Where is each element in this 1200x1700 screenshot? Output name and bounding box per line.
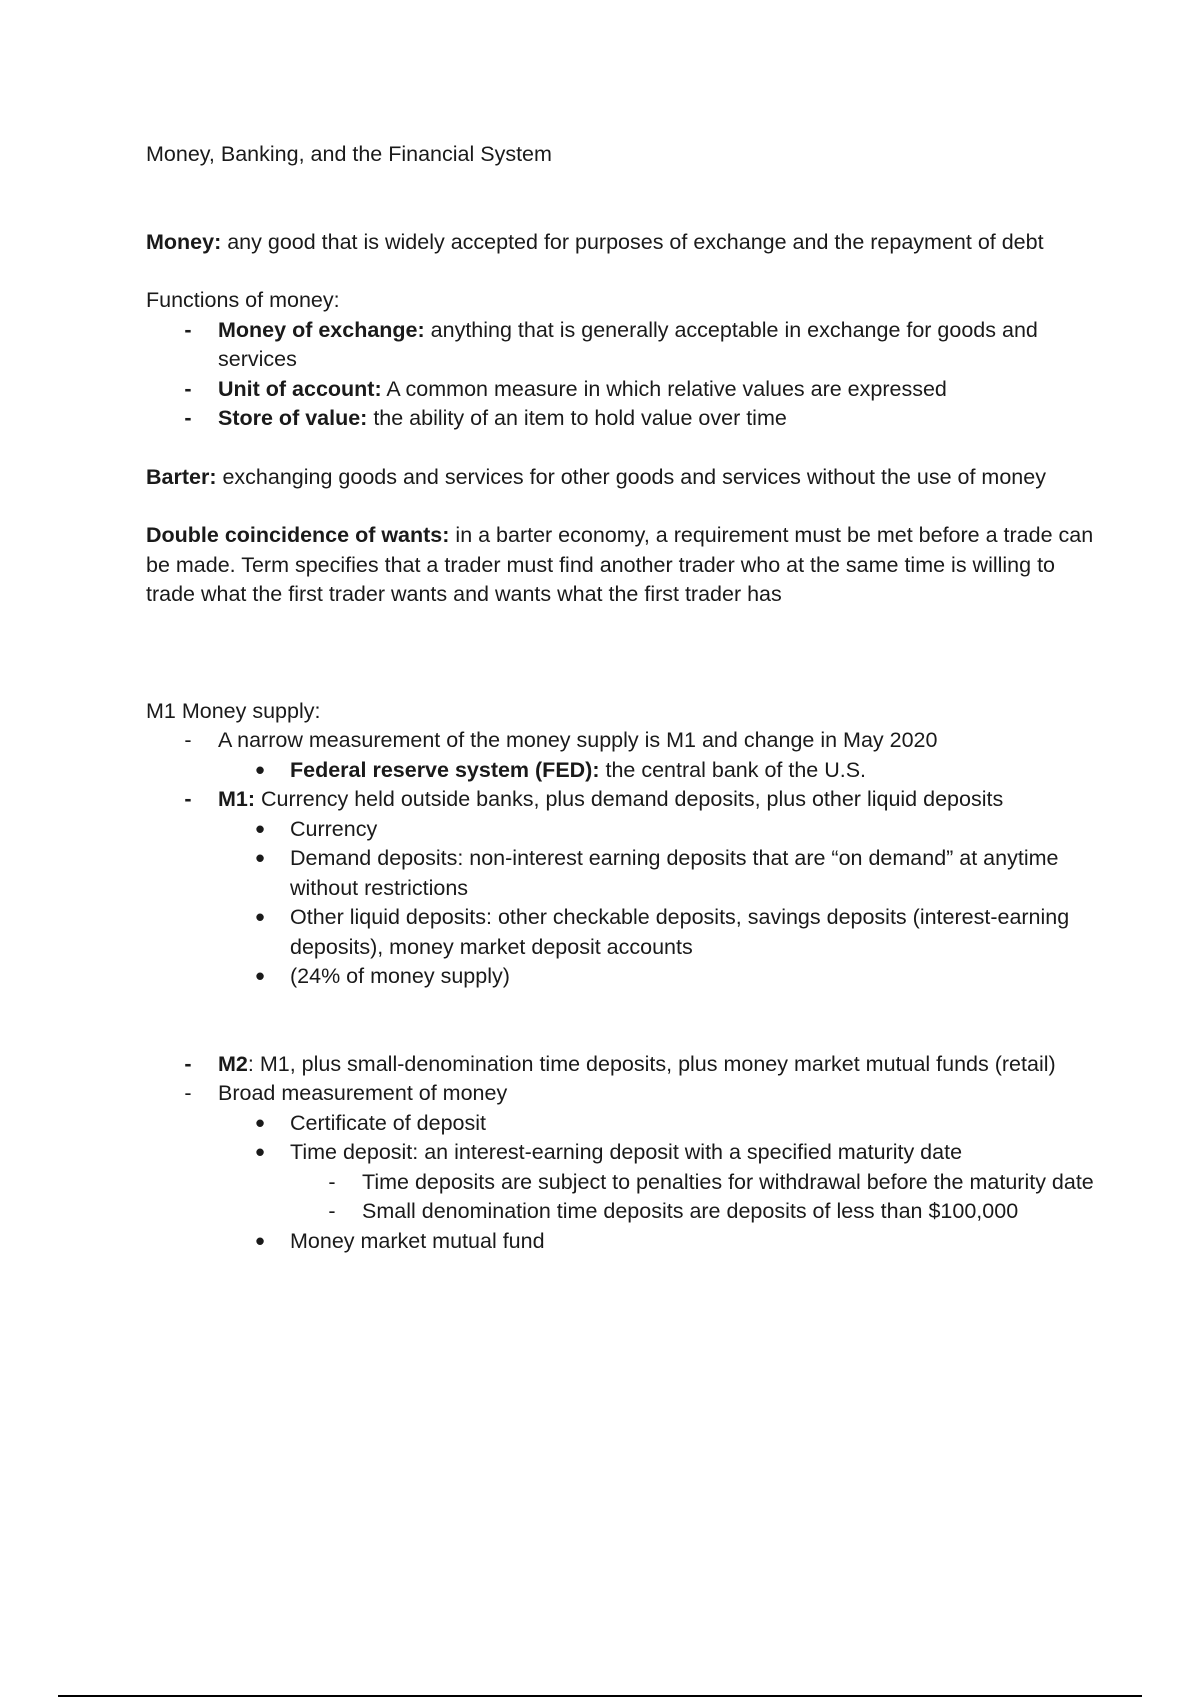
list-item: • Time deposit: an interest-earning deposit with a specified maturity date bbox=[146, 1138, 1096, 1168]
dash-marker bbox=[322, 1168, 342, 1198]
list-item: - Small denomination time deposits are deposits of less than $100,000 bbox=[146, 1197, 1096, 1227]
list-item: • Demand deposits: non-interest earning deposits that are “on demand” at anytime without restrictions bbox=[146, 844, 1096, 903]
dash-marker bbox=[178, 375, 198, 405]
m1-heading: M1 Money supply: bbox=[146, 698, 321, 723]
list-item: • Other liquid deposits: other checkable deposits, savings deposits (interest-earning deposits), money market deposit accounts bbox=[146, 903, 1096, 962]
bullet-marker bbox=[250, 844, 270, 876]
list-item: - Money of exchange: anything that is generally acceptable in exchange for goods and services bbox=[146, 316, 1096, 375]
money-term: Money: bbox=[146, 229, 222, 254]
money-def: any good that is widely accepted for purposes of exchange and the repayment of debt bbox=[221, 229, 1044, 254]
bullet-marker bbox=[250, 756, 270, 788]
page-bottom-rule bbox=[58, 1695, 1142, 1697]
list-item: • Money market mutual fund bbox=[146, 1227, 1096, 1257]
bullet-marker bbox=[250, 1138, 270, 1170]
list-item: - Time deposits are subject to penalties for withdrawal before the maturity date bbox=[146, 1168, 1096, 1198]
functions-list bbox=[146, 316, 1096, 434]
m1-list bbox=[146, 726, 1096, 992]
dash-marker bbox=[178, 404, 198, 434]
m2-list bbox=[146, 1050, 1096, 1257]
list-item: - A narrow measurement of the money supply is M1 and change in May 2020 bbox=[146, 726, 1096, 756]
dash-marker bbox=[178, 726, 198, 756]
dash-marker bbox=[322, 1197, 342, 1227]
list-item: - M2: M1, plus small-denomination time deposits, plus money market mutual funds (retail) bbox=[146, 1050, 1096, 1080]
bullet-marker bbox=[250, 815, 270, 847]
dash-marker bbox=[178, 1079, 198, 1109]
money-definition bbox=[146, 228, 1096, 258]
list-item: • (24% of money supply) bbox=[146, 962, 1096, 992]
list-item: - Store of value: the ability of an item to hold value over time bbox=[146, 404, 1096, 434]
list-item: - M1: Currency held outside banks, plus demand deposits, plus other liquid deposits bbox=[146, 785, 1096, 815]
bullet-marker bbox=[250, 1227, 270, 1259]
double-coincidence-definition: Double coincidence of wants: in a barter economy, a requirement must be met before a trade can be made. Term specifies that a trader must find another trader who at the same time is willing to trade what the first trader wants and wants what the first trader has bbox=[146, 523, 1094, 606]
list-item: • Certificate of deposit bbox=[146, 1109, 1096, 1139]
bullet-marker bbox=[250, 962, 270, 994]
dash-marker bbox=[178, 785, 198, 815]
bullet-marker bbox=[250, 903, 270, 935]
document-body bbox=[146, 140, 1096, 1256]
document-title: Money, Banking, and the Financial System bbox=[146, 142, 552, 166]
bullet-marker bbox=[250, 1109, 270, 1141]
list-item: • Federal reserve system (FED): the central bank of the U.S. bbox=[146, 756, 1096, 786]
barter-definition: Barter: exchanging goods and services for other goods and services without the use of money bbox=[146, 464, 1046, 489]
list-item: - Unit of account: A common measure in which relative values are expressed bbox=[146, 375, 1096, 405]
functions-heading: Functions of money: bbox=[146, 288, 340, 312]
list-item: • Currency bbox=[146, 815, 1096, 845]
dash-marker bbox=[178, 1050, 198, 1080]
list-item: - Broad measurement of money bbox=[146, 1079, 1096, 1109]
dash-marker bbox=[178, 316, 198, 346]
